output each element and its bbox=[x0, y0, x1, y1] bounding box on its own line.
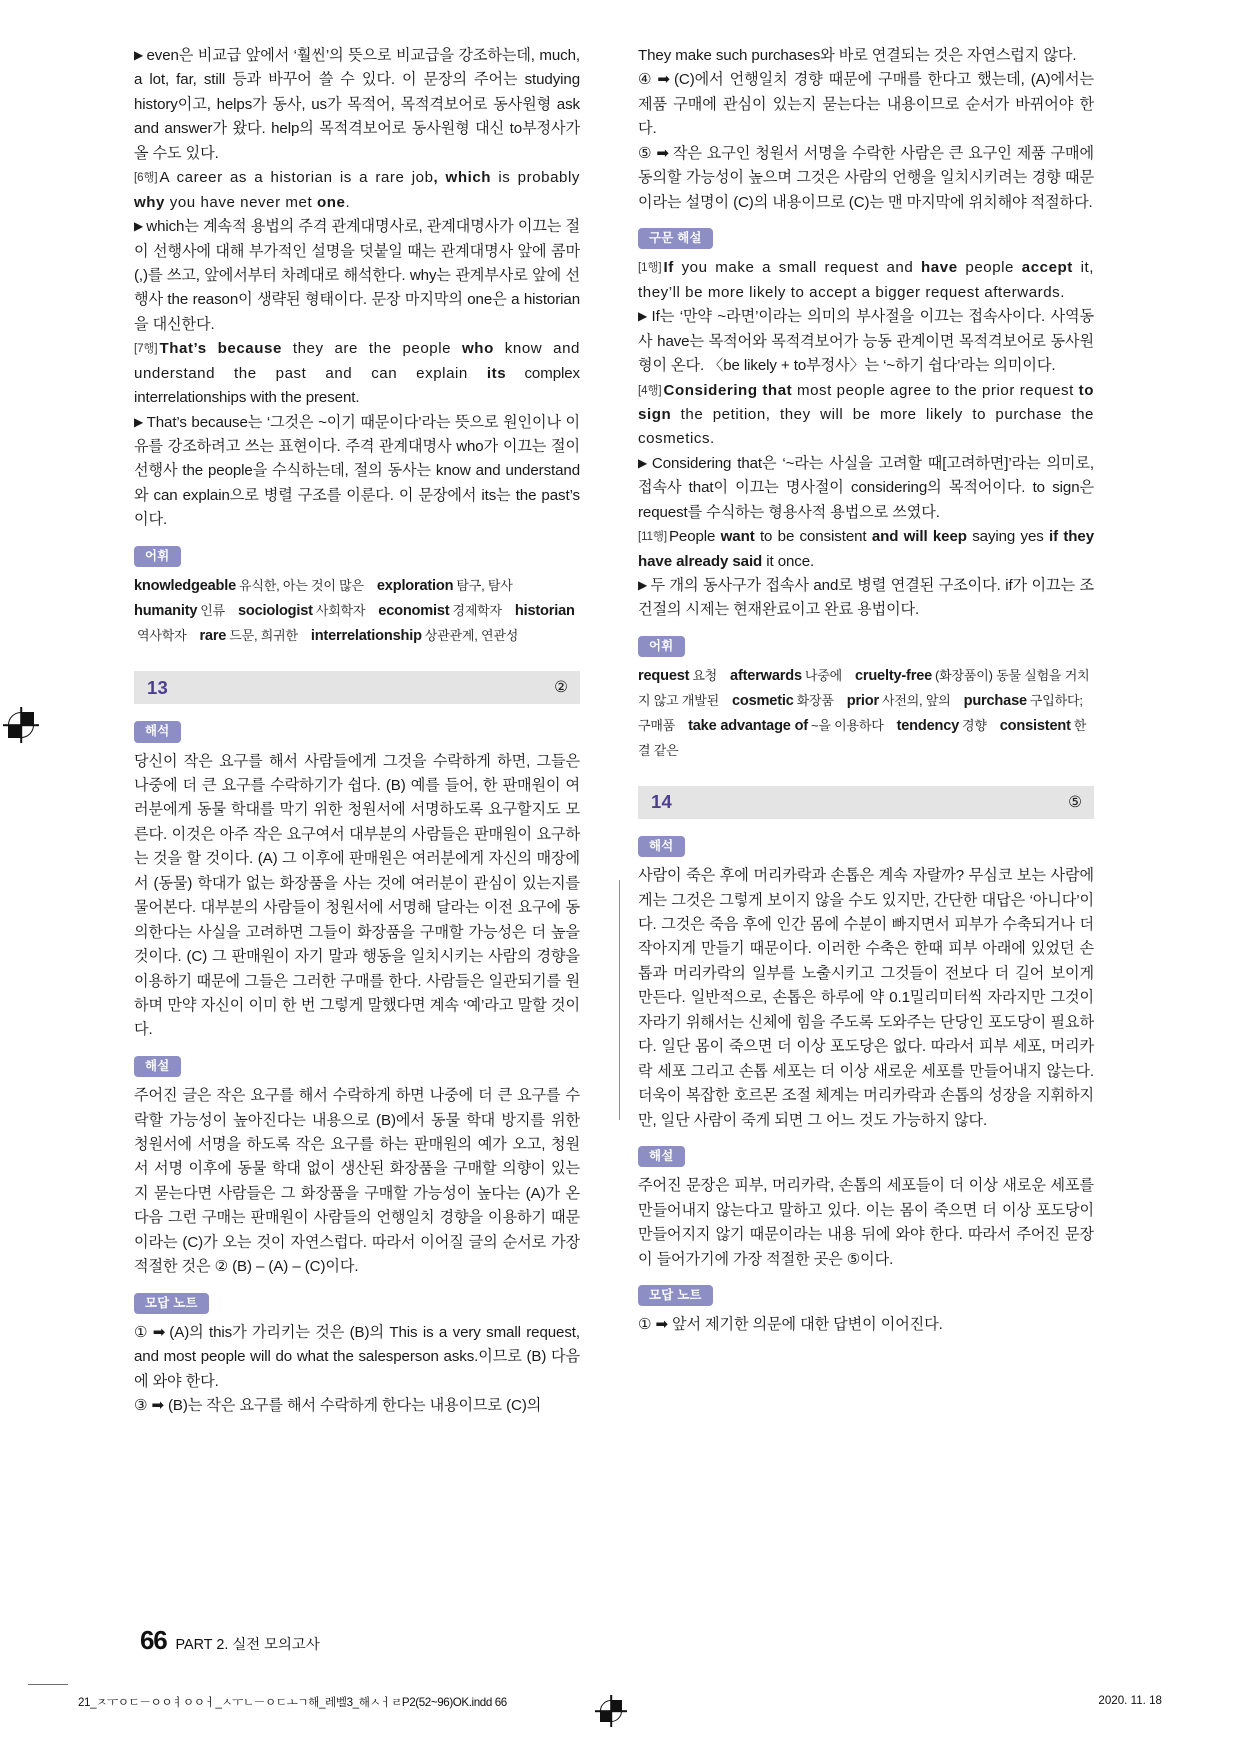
explanation-badge-13: 해설 bbox=[134, 1056, 181, 1077]
translation-badge-14: 해석 bbox=[638, 836, 685, 857]
arrow-right-icon: ➡ bbox=[655, 1316, 668, 1334]
wrong-note-item: ③ ➡ (B)는 작은 요구를 해서 수락하게 한다는 내용이므로 (C)의 bbox=[134, 1397, 542, 1415]
footer-part-label: PART 2. 실전 모의고사 bbox=[175, 1637, 320, 1653]
question-header-14 bbox=[638, 786, 1094, 819]
triangle-bullet-icon: ▶ bbox=[134, 48, 144, 62]
vocab-meaning: 경향 bbox=[962, 718, 987, 734]
translation-text-14: 사람이 죽은 후에 머리카락과 손톱은 계속 자랄까? 무심코 보는 사람에게는 그것은 그렇게 보이지 않을 수도 있지만, 간단한 대답은 ‘아니다’이다. 그것은 죽음 후에 인간 몸에 수분이 빠지면서 피부가 수축되거나 더 작아지게 만들기 때문이다. 이러한 수축은 한때 피부 아래에 있었던 손톱과 머리카락의 일부를 노출시키고 그것들이 전보다 더 길어 보이게 만든다. 일반적으로, 손톱은 하루에 약 0.1밀리미터씩 자라지만 그것이 자라기 위해서는 신체에 힘을 주도록 도와주는 단당인 포도당이 필요하다. 일단 몸이 죽으면 더 이상 포도당은 없다. 따라서 피부 세포, 머리카락 세포 그리고 손톱 세포는 더 이상 새로운 세포를 만들어내지 않는다. 더욱이 복잡한 호르몬 조절 체계는 머리카락과 손톱의 성장을 지휘하지만, 일단 사람이 죽게 되면 그 어느 것도 가능하지 않다. bbox=[638, 867, 1094, 1129]
vocab-word: prior bbox=[846, 693, 879, 710]
wrong-note-item: ① ➡ 앞서 제기한 의문에 대한 답변이 이어진다. bbox=[638, 1316, 943, 1334]
triangle-bullet-icon: ▶ bbox=[638, 309, 649, 324]
wrong-note-item: ④ ➡ (C)에서 언행일치 경향 때문에 구매를 한다고 했는데, (A)에서는 제품 구매에 관심이 있는지 묻는다는 내용이므로 순서가 바뀌어야 한다. bbox=[638, 71, 1094, 138]
wrong-note-continued: They make such purchases와 바로 연결되는 것은 자연스럽지 않다. bbox=[638, 47, 1077, 64]
vocab-meaning: 탐구, 탐사 bbox=[456, 578, 513, 594]
question-number: 13 bbox=[147, 676, 168, 698]
vocab-list-left bbox=[134, 574, 580, 649]
vocab-badge-right: 어휘 bbox=[638, 636, 685, 657]
vocab-meaning: 사회학자 bbox=[315, 603, 366, 619]
translation-text-13: 당신이 작은 요구를 해서 사람들에게 그것을 수락하게 하면, 그들은 나중에 더 큰 요구를 수락하기가 쉽다. (B) 예를 들어, 한 판매원이 여러분에게 동물 학대를 막기 위한 청원서에 서명하도록 요구할지도 모른다. 이것은 아주 작은 요구여서 대부분의 사람들은 판매원이 요구하는 것을 할 것이다. (A) 그 이후에 판매원은 여러분에게 자신의 매장에서 (동물) 학대가 없는 화장품을 사는 것에 여러분이 관심이 있는지를 물어본다. 대부분의 사람들이 청원서에 서명해 달라는 이전 요구에 동의한다는 사실을 고려하면 그들이 화장품을 구매할 가능성은 더 높을 것이다. (C) 그 판매원이 자기 말과 행동을 일치시키는 사람의 경향을 이용하기 때문에 그들은 그러한 구매를 한다. 사람들은 일관되기를 원하며 만약 자신이 이미 한 번 그렇게 말했다면 계속 ‘예’라고 말할 것이다. bbox=[134, 752, 580, 1039]
vocab-word: tendency bbox=[896, 718, 960, 735]
vocab-meaning: 한결 같은 bbox=[638, 718, 1087, 759]
vocab-word: exploration bbox=[376, 578, 454, 595]
vocab-meaning: (화장품이) 동물 실험을 거치지 않고 개발된 bbox=[638, 668, 1090, 709]
arrow-right-icon: ➡ bbox=[152, 1323, 166, 1341]
question-header-13 bbox=[134, 671, 580, 704]
registration-mark-left bbox=[8, 712, 34, 738]
vocab-badge-left: 어휘 bbox=[134, 546, 181, 567]
vocab-meaning: 역사학자 bbox=[137, 628, 187, 644]
syntax-note-bullet-2: ▶ Considering that은 ‘~라는 사실을 고려할 때[고려하면]’라는 의미로, 접속사 that이 이끄는 명사절이 considering의 목적어이다. to sign은 request를 수식하는 형용사적 용법으로 쓰였다. bbox=[638, 454, 1094, 521]
triangle-bullet-icon: ▶ bbox=[134, 219, 144, 234]
wrong-note-item: ⑤ ➡ 작은 요구인 청원서 서명을 수락한 사람은 큰 요구인 제품 구매에 동의할 가능성이 높으며 그것은 사람의 언행을 일치시키려는 경향 때문이라는 설명이 (C)의 내용이므로 (C)는 맨 마지막에 위치해야 적절하다. bbox=[638, 144, 1095, 211]
vocab-word: humanity bbox=[134, 603, 198, 620]
arrow-right-icon: ➡ bbox=[656, 144, 669, 162]
syntax-quote-line1: [1행] If you make a small request and have people accept it, they’ll be more likely to accept a bigger request afterwards. bbox=[638, 259, 1095, 301]
vocab-meaning: 화장품 bbox=[796, 693, 834, 709]
triangle-bullet-icon: ▶ bbox=[638, 455, 649, 470]
syntax-note-bullet-1: ▶ If는 ‘만약 ~라면’이라는 의미의 부사절을 이끄는 접속사이다. 사역동사 have는 목적어와 목적격보어가 능동 관계이면 목적격보어로 동사원형이 온다. 〈be likely + to부정사〉는 ‘~하기 쉽다’라는 의미이다. bbox=[638, 308, 1094, 375]
vocab-meaning: 경제학자 bbox=[452, 603, 502, 619]
vocab-meaning: 인류 bbox=[200, 603, 225, 619]
page-number: 66 bbox=[140, 1625, 167, 1655]
print-slug-filename: 21_ㅈㅜㅇㄷ－ㅇㅇㅕㅇㅇㅓ_ㅅㅜㄴ－ㅇㄷㅗㄱ해_레벨3_해ㅅㅓㄹP2(52~96)OK.indd 66 bbox=[78, 1696, 507, 1709]
left-column bbox=[134, 44, 590, 1584]
page-footer bbox=[140, 1625, 320, 1656]
slug-rule bbox=[28, 1684, 68, 1685]
vocab-word: consistent bbox=[999, 718, 1071, 735]
vocab-word: economist bbox=[378, 603, 450, 620]
grammar-note-bullet-1: ▶ even은 비교급 앞에서 ‘훨씬’의 뜻으로 비교급을 강조하는데, much, a lot, far, still 등과 바꾸어 쓸 수 있다. 이 문장의 주어는 studying history이고, helps가 동사, us가 목적어, 목적격보어로 동사원형 ask and answer가 왔다. help의 목적격보어로 동사원형 대신 to부정사가 올 수도 있다. bbox=[134, 47, 580, 162]
vocab-word: historian bbox=[514, 603, 575, 620]
syntax-quote-line4: [4행] Considering that most people agree to the prior request to sign the petition, they will be more likely to purchase the cosmetics. bbox=[638, 381, 1094, 448]
vocab-meaning: 사전의, 앞의 bbox=[881, 693, 951, 709]
vocab-meaning: 드문, 희귀한 bbox=[229, 628, 298, 644]
vocab-meaning: 상관관계, 연관성 bbox=[424, 628, 519, 644]
registration-mark-footer bbox=[600, 1700, 622, 1722]
page-columns bbox=[134, 44, 1094, 1584]
vocab-meaning: 나중에 bbox=[804, 668, 842, 684]
question-answer: ② bbox=[554, 679, 568, 697]
grammar-note-bullet-3: ▶ That’s because는 ‘그것은 ~이기 때문이다’라는 뜻으로 원인이나 이유를 강조하려고 쓰는 표현이다. 주격 관계대명사 who가 이끄는 절이 선행사 the people을 수식하는데, 절의 동사는 know and understand와 can explain으로 병렬 구조를 이룬다. 이 문장에서 its는 the past’s이다. bbox=[134, 413, 580, 529]
vocab-word: afterwards bbox=[730, 668, 802, 685]
question-number: 14 bbox=[651, 791, 672, 813]
vocab-word: sociologist bbox=[238, 603, 313, 620]
vocab-word: request bbox=[638, 668, 690, 685]
vocab-meaning: 유식한, 아는 것이 많은 bbox=[239, 578, 364, 594]
explanation-text-14: 주어진 문장은 피부, 머리카락, 손톱의 세포들이 더 이상 새로운 세포를 만들어내지 않는다고 말하고 있다. 이는 몸이 죽으면 더 이상 포도당이 만들어지지 않기 때문이라는 내용 뒤에 와야 한다. 따라서 주어진 문장이 들어가기에 가장 적절한 곳은 ⑤이다. bbox=[638, 1177, 1094, 1268]
quoted-sentence-line6: [6행] A career as a historian is a rare job, which is probably why you have never met one. bbox=[134, 169, 580, 211]
wrong-note-item: ① ➡ (A)의 this가 가리키는 것은 (B)의 This is a very small request, and most people will do what the salesperson asks.이므로 (B) 다음에 와야 한다. bbox=[134, 1323, 580, 1390]
syntax-explanation-badge: 구문 해설 bbox=[638, 228, 713, 249]
vocab-word: rare bbox=[199, 628, 227, 645]
grammar-note-bullet-2: ▶ which는 계속적 용법의 주격 관계대명사로, 관계대명사가 이끄는 절이 선행사에 대해 부가적인 설명을 덧붙일 때는 관계대명사 앞에 콤마(,)를 쓰고, 앞에서부터 차례대로 해석한다. why는 관계부사로 앞에 선행사 the reason이 생략된 형태이다. 문장 마지막의 one은 a historian을 대신한다. bbox=[134, 218, 580, 333]
vocab-meaning: 요청 bbox=[692, 668, 718, 684]
quoted-sentence-line7: [7행] That’s because they are the people who know and understand the past and can explain its complex interrelationships with the present. bbox=[134, 340, 580, 407]
explanation-badge-14: 해설 bbox=[638, 1146, 685, 1167]
wrong-answer-note-badge-13: 모답 노트 bbox=[134, 1293, 209, 1314]
vocab-word: take advantage of bbox=[688, 718, 808, 735]
translation-badge-13: 해석 bbox=[134, 721, 181, 742]
triangle-bullet-icon: ▶ bbox=[134, 414, 144, 429]
print-slug-date: 2020. 11. 18 bbox=[1098, 1694, 1162, 1707]
vocab-word: cosmetic bbox=[731, 693, 794, 710]
vocab-list-right bbox=[638, 664, 1094, 764]
arrow-right-icon: ➡ bbox=[151, 1397, 164, 1415]
explanation-text-13: 주어진 글은 작은 요구를 해서 수락하게 하면 나중에 더 큰 요구를 수락할 가능성이 높아진다는 내용으로 (B)에서 동물 학대 방지를 위한 청원서에 서명을 하도록 작은 요구를 하는 판매원의 예가 오고, 청원서 서명 이후에 동물 학대 없이 생산된 화장품을 구매할 의향이 있는지 묻는다면 사람들은 그 화장품을 구매할 가능성이 높다는 (A)가 온 다음 그런 구매는 판매원이 사람들의 언행일치 경향을 이용하기 때문이라는 (C)가 오는 것이 자연스럽다. 따라서 이어질 글의 순서로 가장 적절한 것은 ② (B) – (A) – (C)이다. bbox=[134, 1087, 580, 1276]
triangle-bullet-icon: ▶ bbox=[638, 578, 648, 593]
vocab-word: interrelationship bbox=[310, 628, 422, 645]
question-answer: ⑤ bbox=[1068, 793, 1082, 811]
wrong-answer-note-badge-14: 모답 노트 bbox=[638, 1285, 713, 1306]
vocab-word: purchase bbox=[963, 693, 1027, 710]
arrow-right-icon: ➡ bbox=[657, 71, 670, 89]
vocab-word: knowledgeable bbox=[134, 578, 237, 595]
right-column bbox=[638, 44, 1094, 1584]
vocab-meaning: 구입하다; 구매품 bbox=[638, 693, 1083, 734]
vocab-meaning: ~을 이용하다 bbox=[810, 718, 884, 734]
vocab-word: cruelty-free bbox=[854, 668, 933, 685]
syntax-note-bullet-3: ▶ 두 개의 동사구가 접속사 and로 병렬 연결된 구조이다. if가 이끄는 조건절의 시제는 현재완료이고 완료 용법이다. bbox=[638, 577, 1094, 619]
syntax-quote-line11: [11행] People want to be consistent and will keep saying yes if they have already said it once. bbox=[638, 528, 1095, 570]
